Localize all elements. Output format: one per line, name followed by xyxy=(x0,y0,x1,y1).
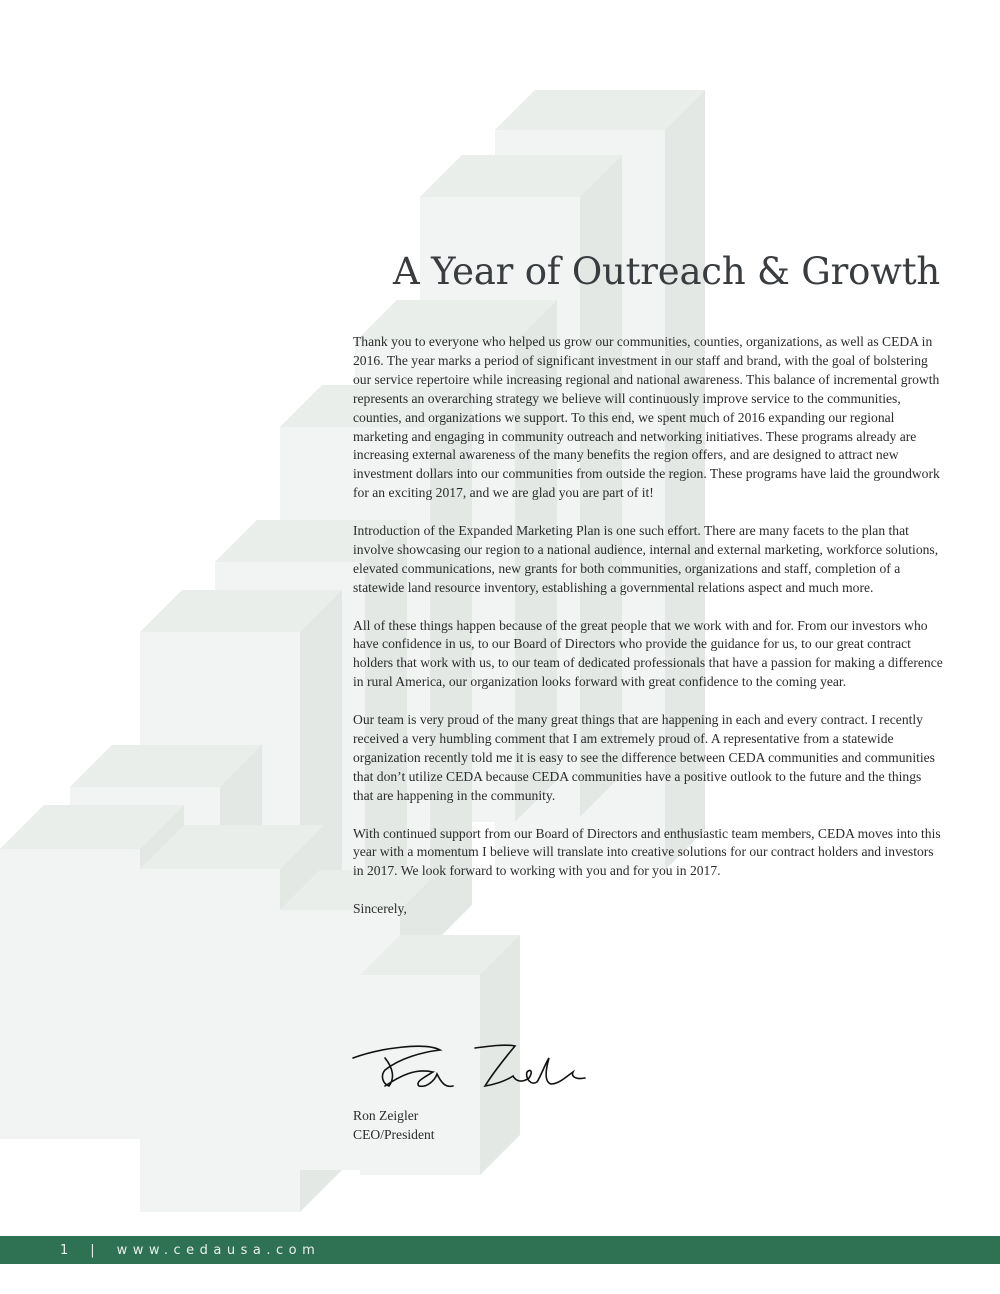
letter-paragraph: Our team is very proud of the many great things that are happening in each and every contract. I recently received a very humbling comment that I am extremely proud of. A representative from a statewide organization recently told me it is easy to see the difference between CEDA communities and communities that don’t utilize CEDA because CEDA communities have a positive outlook to the future and the things that are happening in the community. xyxy=(353,712,935,803)
website-link[interactable]: www.cedausa.com xyxy=(116,1242,321,1258)
letter-body xyxy=(353,333,943,938)
footer-separator: | xyxy=(90,1242,95,1258)
signer-name: Ron Zeigler xyxy=(353,1108,419,1123)
letter-paragraph: Thank you to everyone who helped us grow our communities, counties, organizations, as well as CEDA in 2016. The year marks a period of significant investment in our staff and brand, with the goal of bolstering our service repertoire while increasing regional and national awareness. This balance of incremental growth represents an overarching strategy we believe will continuously improve service to the communities, counties, and organizations we support. To this end, we spent much of 2016 expanding our regional marketing and engaging in community outreach and networking initiatives. These programs already are increasing external awareness of the many benefits the region offers, and are designed to attract new investment dollars into our communities from outside the region. These programs have laid the groundwork for an exciting 2017, and we are glad you are part of it! xyxy=(353,334,940,501)
signer-block xyxy=(353,1106,435,1144)
letter-paragraph: With continued support from our Board of Directors and enthusiastic team members, CEDA moves into this year with a momentum I believe will translate into creative solutions for our contract holders and investors in 2017. We look forward to working with you and for you in 2017. xyxy=(353,825,941,879)
letter-paragraph: All of these things happen because of the great people that we work with and for. From our investors who have confidence in us, to our Board of Directors who provide the guidance for us, to our great contract holders that work with us, to our team of dedicated professionals that have a passion for making a difference in rural America, our organization looks forward with great confidence to the coming year. xyxy=(353,617,943,690)
signature xyxy=(345,1028,595,1100)
footer-bar xyxy=(0,1236,1000,1264)
page-number: 1 xyxy=(60,1242,69,1258)
letter-paragraph: Introduction of the Expanded Marketing Plan is one such effort. There are many facets to the plan that involve showcasing our region to a national audience, internal and external marketing, workforce solutions, elevated communications, new grants for both communities, organizations and staff, completion of a statewide land resource inventory, establishing a governmental relations aspect and much more. xyxy=(353,523,939,595)
page-title: A Year of Outreach & Growth xyxy=(393,250,940,293)
closing-text: Sincerely, xyxy=(353,901,407,917)
signer-title: CEO/President xyxy=(353,1127,435,1142)
